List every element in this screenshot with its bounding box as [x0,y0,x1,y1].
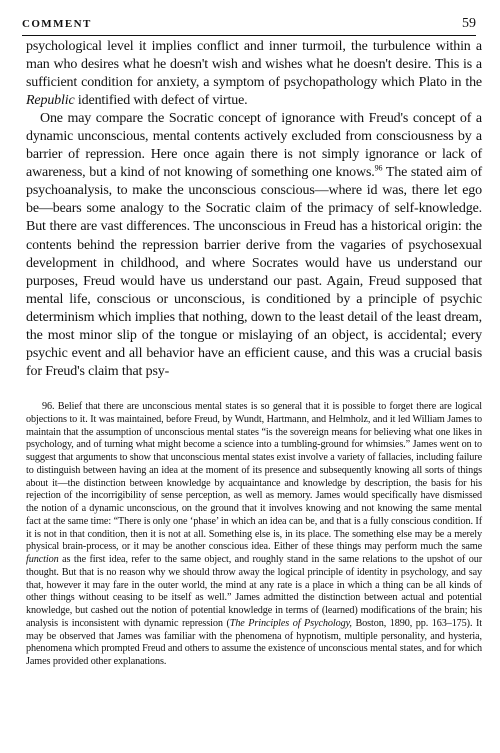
header-rule [22,35,476,36]
main-text [26,38,482,381]
footnote-text-b: as the first idea, refer to the same object, and roughly stand in the same relations to the upshot of our thought. But that is no reason why we should throw away the logical principle of identity in psychology, and say that, however it may fare in the outer world, the mind at any rate is a place in which a thing can be all kinds of other things without ceasing to be itself as well.” James admitted the distinction between actual and potential knowledge, but cashed out the notion of potential knowledge in terms of (learned) modifications of the brain; his analysis is inconsistent with dynamic repression ( [26,554,482,629]
paragraph-1-end: identified with defect of virtue. [74,93,248,109]
paragraph-2-text-a: One may compare the Socratic concept of ignorance with Freud's concept of a dynamic unconscious, mental contents actively excluded from consciousness by a barrier of repression. Here once again there is not simply ignorance or lack of awareness, but a kind of not knowing of something one knows. [26,111,482,181]
paragraph-2 [26,110,482,381]
footnote-96 [26,401,482,669]
footnote [26,401,482,669]
paragraph-1-text: psychological level it implies conflict and inner turmoil, the turbulence within a man who desires what he doesn't wish and wishes what he doesn't desire. This is a sufficient condition for anxiety, a symptom of psychopathology which Plato in the [26,39,482,91]
principles-title: The Principles of Psychology, [229,617,352,629]
footnote-text-a: 96. Belief that there are unconscious mental states is so general that it is possible to forget there are logical objections to it. It was maintained, before Freud, by Wundt, Hartmann, and Helmholz, and it led William James to maintain that the assumption of unconscious mental states “is the sovereign means for believing what one likes in psychology, and of turning what might become a science into a tumbling-ground for whimsies.” James went on to suggest that arguments to show that unconscious mental states exist involve a variety of fallacies, including failure to distinguish between having an idea at the moment of its presence and subsequently knowing all sorts of things about it—the distinction between knowledge by acquaintance and knowledge by description, the basis for his rejection of the incorrigibility of sense perception, as well as memory. James would specifically have dismissed the notion of a dynamic unconscious, on the ground that it involves knowing and not knowing the same mental fact at the same time: “There is only one ‘phase’ in which an idea can be, and that is a fully conscious condition. If it is not in that condition, then it is not at all. Something else is, in its place. The something else may be a merely physical brain-process, or it may be another conscious idea. Either of these things may perform much the same [26,401,482,553]
paragraph-1 [26,38,482,110]
section-title: COMMENT [22,18,92,30]
running-head [22,16,476,34]
page-number: 59 [462,16,476,31]
paragraph-2-text-b: The stated aim of psychoanalysis, to make the unconscious conscious—where id was, there let ego be—bears some analogy to the Socratic claim of the primacy of self-knowledge. But there are vast differences. The unconscious in Freud has a historical origin: the contents behind the repression barrier derive from the vagaries of psychosexual development in childhood, and where Socrates would have us understand our purposes, Freud would have us understand our past. Again, Freud supposed that mental life, conscious or unconscious, is conditioned by a principle of psychic determinism which implies that nothing, down to the least detail of the least dream, the most minor slip of the tongue or mislaying of an object, is accidental; every psychic event and all behavior have an efficient cause, and this was a crucial basis for Freud's claim that psy- [26,165,483,379]
footnote-text-c: Boston, 1890, pp. 163–175). It may be observed that James was familiar with the phenomena of hypnotism, multiple personality, and hysteria, phenomena which prompted Freud and others to assume the existence of unconscious mental states, and for which James provided other explanations. [26,617,482,667]
footnote-reference: 96 [374,163,383,173]
function-italic: function [26,554,59,565]
republic-title: Republic [26,93,75,109]
